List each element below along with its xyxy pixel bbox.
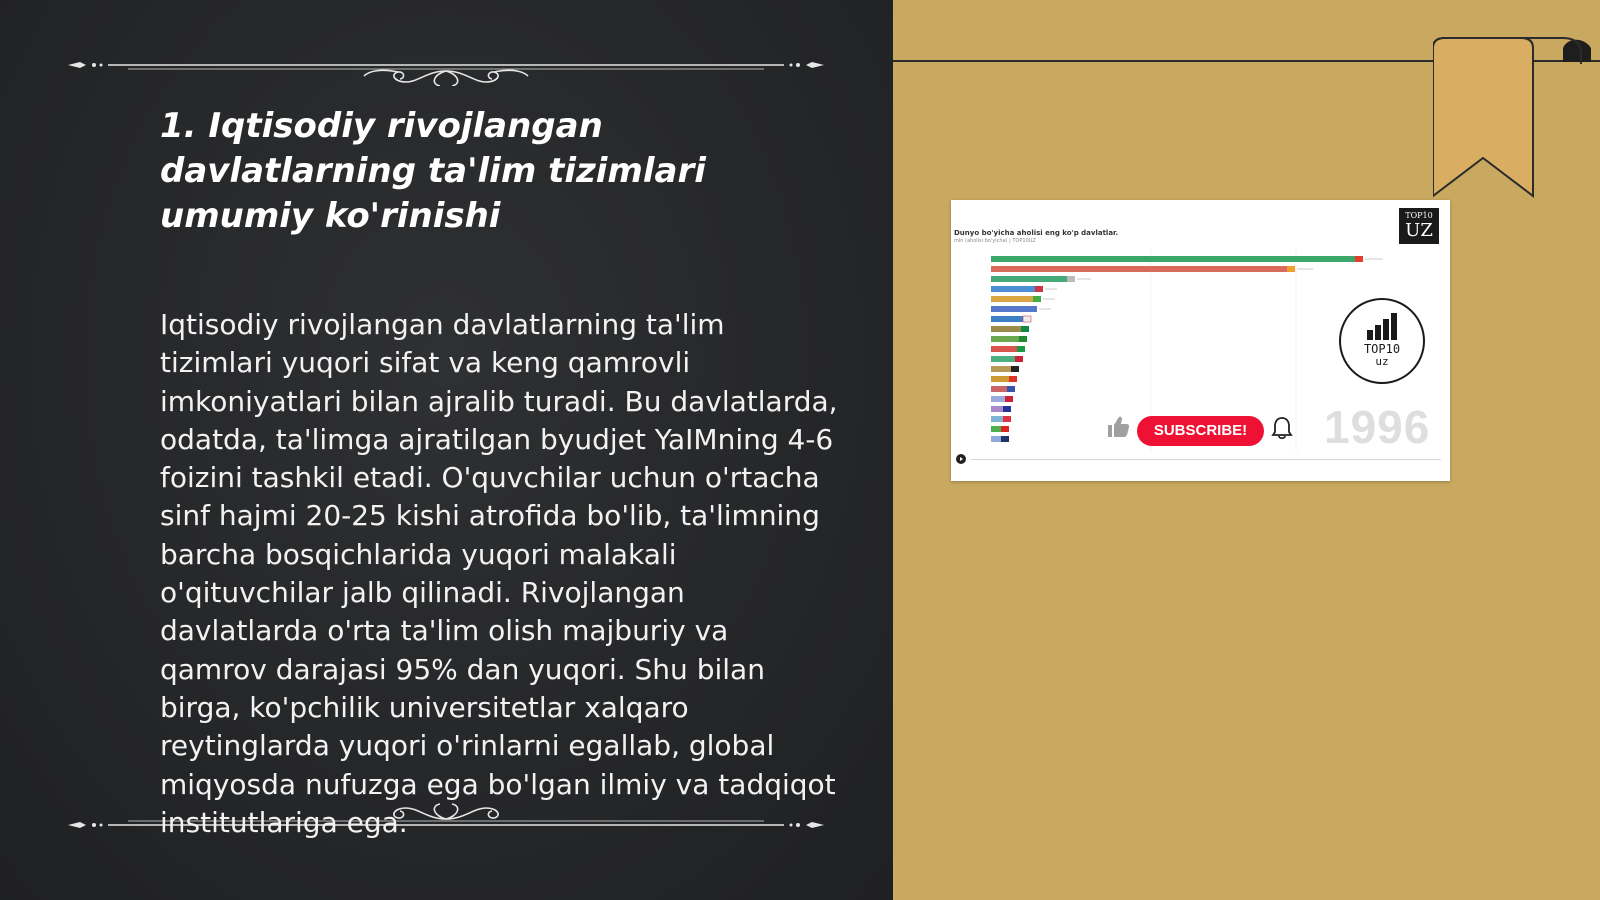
- channel-badge: [1339, 298, 1425, 384]
- channel-badge-top: TOP10: [1363, 342, 1401, 356]
- subscribe-button[interactable]: SUBSCRIBE!: [1137, 416, 1264, 446]
- channel-badge-bottom: uz: [1375, 355, 1389, 368]
- video-chart-subtitle: mln (aholisi bo'yicha) | TOP10UZ: [954, 238, 1036, 244]
- bar-chart-icon: [1365, 312, 1399, 340]
- slide-body-text: Iqtisodiy rivojlangan davlatlarning ta'lim tizimlari yuqori sifat va keng qamrovli imkoniyatlari bilan ajralib turadi. Bu davlatlarda, odatda, ta'limga ajratilgan byudjet YaIMning 4-6 foizini tashkil etadi. O'quvchilar uchun o'rtacha sinf hajmi 20-25 kishi atrofida bo'lib, ta'limning barcha bosqichlarida yuqori malakali o'qituvchilar jalb qilinadi. Rivojlangan davlatlarda o'rta ta'lim olish majburiy va qamrov darajasi 95% dan yuqori. Shu bilan birga, ko'pchilik universitetlar xalqaro reytinglarda yuqori o'rinlarni egallab, global miqyosda nufuzga ega bo'lgan ilmiy va tadqiqot institutlariga ega.: [160, 308, 838, 839]
- play-icon[interactable]: [956, 454, 966, 464]
- video-chart-title: Dunyo bo'yicha aholisi eng ko'p davlatlar.: [954, 229, 1119, 237]
- channel-logo-bottom: UZ: [1405, 220, 1433, 241]
- bell-icon[interactable]: [1271, 416, 1293, 440]
- ornament-divider-top: [68, 46, 824, 86]
- video-timeline[interactable]: [971, 459, 1441, 460]
- bookmark-ribbon-icon: [1433, 34, 1593, 198]
- channel-logo-top: TOP10: [1405, 211, 1433, 220]
- video-thumbnail[interactable]: [951, 200, 1450, 481]
- thumbs-up-icon[interactable]: [1106, 415, 1130, 439]
- slide-title: 1. Iqtisodiy rivojlangan davlatlarning ta'lim tizimlari umumiy ko'rinishi: [160, 106, 706, 236]
- year-counter: 1996: [1324, 401, 1431, 453]
- channel-logo: [1399, 208, 1439, 244]
